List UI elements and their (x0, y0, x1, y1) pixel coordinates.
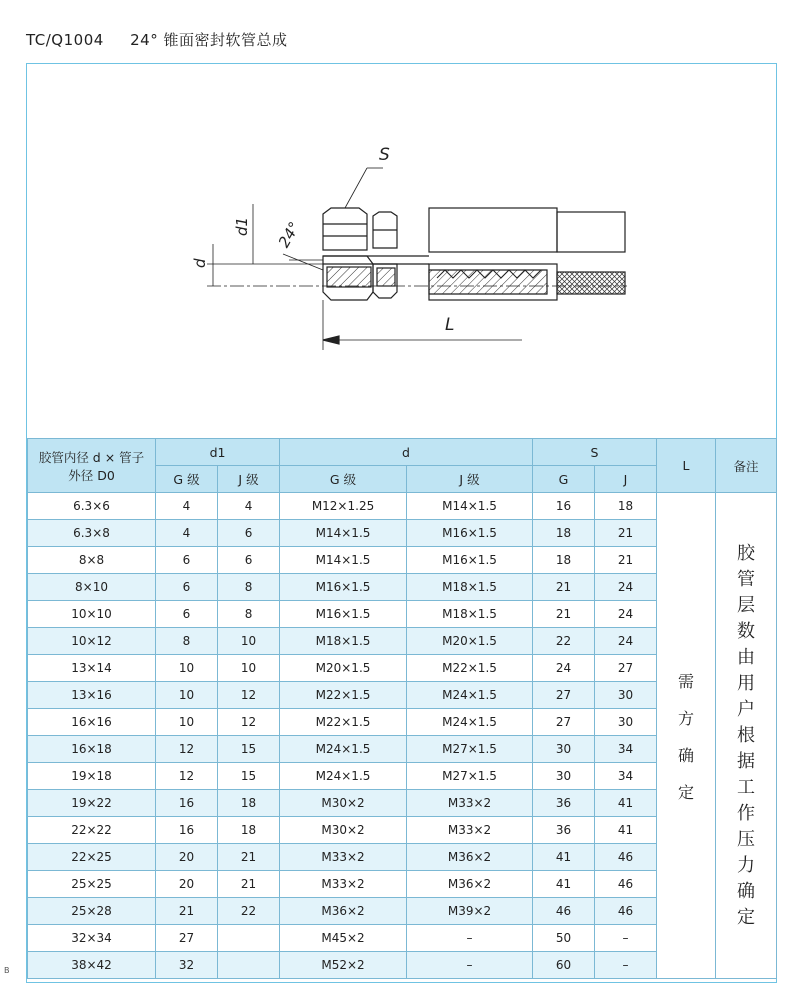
cell-d-g: M14×1.5 (280, 547, 407, 574)
cell-s-g: 60 (533, 952, 595, 979)
cell-size: 6.3×8 (28, 520, 156, 547)
socket-upper (429, 208, 557, 252)
cell-d1-g: 8 (156, 628, 218, 655)
remark-char: 根 (737, 724, 756, 746)
cell-d1-g: 12 (156, 763, 218, 790)
cell-d-j: M24×1.5 (407, 682, 533, 709)
cell-d-g: M33×2 (280, 871, 407, 898)
label-d1: d1 (233, 216, 251, 236)
header-s-g: G (533, 466, 595, 493)
cell-s-g: 36 (533, 790, 595, 817)
cell-d1-g: 32 (156, 952, 218, 979)
cell-size: 10×12 (28, 628, 156, 655)
cell-d1-g: 20 (156, 871, 218, 898)
hose-upper (557, 212, 625, 252)
cell-d-j: M27×1.5 (407, 736, 533, 763)
cell-s-j: 30 (595, 682, 657, 709)
header-d1: d1 (156, 439, 280, 466)
cell-size: 25×25 (28, 871, 156, 898)
remark-cell (716, 493, 777, 979)
remark-char: 户 (737, 698, 756, 720)
cell-d-g: M45×2 (280, 925, 407, 952)
nut-outline (323, 208, 367, 250)
remark-char: 层 (737, 594, 756, 616)
cell-d-g: M18×1.5 (280, 628, 407, 655)
cell-s-j: 46 (595, 898, 657, 925)
cell-s-g: 30 (533, 736, 595, 763)
cell-s-j: – (595, 952, 657, 979)
cell-s-j: 24 (595, 601, 657, 628)
cell-d-g: M16×1.5 (280, 574, 407, 601)
l-note-char: 确 (678, 745, 695, 765)
header-size: 胶管内径 d × 管子 外径 D0 (28, 439, 156, 493)
cell-d-g: M52×2 (280, 952, 407, 979)
cell-s-g: 30 (533, 763, 595, 790)
cell-size: 10×10 (28, 601, 156, 628)
remark-char: 胶 (737, 542, 756, 564)
header-d-j: J 级 (407, 466, 533, 493)
cell-d-j: M33×2 (407, 790, 533, 817)
cell-s-j: 24 (595, 574, 657, 601)
cell-s-g: 21 (533, 574, 595, 601)
cell-size: 22×22 (28, 817, 156, 844)
cell-d1-j: 12 (218, 682, 280, 709)
l-note-char: 需 (678, 671, 695, 691)
remark-char: 定 (737, 906, 756, 928)
cell-size: 19×18 (28, 763, 156, 790)
cell-d-g: M14×1.5 (280, 520, 407, 547)
cell-s-g: 21 (533, 601, 595, 628)
remark-char: 管 (737, 568, 756, 590)
cell-s-j: 27 (595, 655, 657, 682)
cell-d1-j: 21 (218, 844, 280, 871)
cell-d1-j: 6 (218, 547, 280, 574)
cell-size: 19×22 (28, 790, 156, 817)
hose-lower (557, 272, 625, 294)
cell-d1-j: 6 (218, 520, 280, 547)
title-code: TC/Q1004 (26, 31, 104, 49)
table-row (28, 493, 777, 520)
cell-s-g: 41 (533, 871, 595, 898)
l-note-char: 定 (678, 782, 695, 802)
cell-d-j: M20×1.5 (407, 628, 533, 655)
remark-char: 确 (737, 880, 756, 902)
cell-s-j: 41 (595, 817, 657, 844)
remark-char: 数 (737, 620, 756, 642)
cell-d1-j (218, 952, 280, 979)
header-d1-g: G 级 (156, 466, 218, 493)
cell-d-j: – (407, 952, 533, 979)
cell-d1-j: 8 (218, 601, 280, 628)
cell-s-g: 22 (533, 628, 595, 655)
remark-char: 用 (737, 672, 756, 694)
cell-d1-j: 12 (218, 709, 280, 736)
cell-d1-g: 4 (156, 520, 218, 547)
cell-d-g: M33×2 (280, 844, 407, 871)
cell-d-j: M36×2 (407, 871, 533, 898)
cell-d1-g: 10 (156, 709, 218, 736)
cell-s-j: 18 (595, 493, 657, 520)
cell-d1-j: 18 (218, 790, 280, 817)
cell-size: 22×25 (28, 844, 156, 871)
remark-char: 作 (737, 802, 756, 824)
label-d: d (191, 258, 209, 268)
cell-size: 16×16 (28, 709, 156, 736)
cell-d1-j: 10 (218, 655, 280, 682)
cell-s-g: 18 (533, 547, 595, 574)
cell-size: 13×14 (28, 655, 156, 682)
header-d: d (280, 439, 533, 466)
cell-s-g: 18 (533, 520, 595, 547)
cell-d-j: M24×1.5 (407, 709, 533, 736)
cell-s-g: 27 (533, 709, 595, 736)
remark-char: 由 (737, 646, 756, 668)
cell-size: 6.3×6 (28, 493, 156, 520)
remark-char: 工 (737, 776, 756, 798)
cell-d1-g: 6 (156, 547, 218, 574)
label-s: S (379, 145, 390, 165)
header-s: S (533, 439, 657, 466)
cell-d1-g: 12 (156, 736, 218, 763)
cell-size: 16×18 (28, 736, 156, 763)
cell-d-g: M36×2 (280, 898, 407, 925)
corner-mark: B (4, 966, 10, 975)
cell-s-j: 30 (595, 709, 657, 736)
cell-d-j: M14×1.5 (407, 493, 533, 520)
header-s-j: J (595, 466, 657, 493)
cell-d1-g: 16 (156, 790, 218, 817)
cell-d-j: M36×2 (407, 844, 533, 871)
cell-s-j: – (595, 925, 657, 952)
cell-s-g: 46 (533, 898, 595, 925)
cell-d-g: M16×1.5 (280, 601, 407, 628)
cell-s-g: 41 (533, 844, 595, 871)
cell-d-g: M22×1.5 (280, 709, 407, 736)
cell-s-g: 50 (533, 925, 595, 952)
cell-s-j: 24 (595, 628, 657, 655)
cell-d1-j: 18 (218, 817, 280, 844)
cell-size: 32×34 (28, 925, 156, 952)
remark-char: 压 (737, 828, 756, 850)
spec-table (27, 438, 777, 979)
page-title (26, 29, 288, 50)
cell-d1-g: 27 (156, 925, 218, 952)
remark-char: 据 (737, 750, 756, 772)
header-note: 备注 (716, 439, 777, 493)
cell-size: 8×10 (28, 574, 156, 601)
label-L: L (445, 315, 455, 335)
cell-d1-g: 20 (156, 844, 218, 871)
cell-d-g: M30×2 (280, 817, 407, 844)
cell-s-j: 21 (595, 520, 657, 547)
cell-d-j: M18×1.5 (407, 574, 533, 601)
hose-assembly-drawing (27, 64, 776, 438)
cell-d1-g: 10 (156, 682, 218, 709)
cell-d1-g: 4 (156, 493, 218, 520)
cell-d-j: M22×1.5 (407, 655, 533, 682)
cell-s-j: 41 (595, 790, 657, 817)
cell-d-j: M39×2 (407, 898, 533, 925)
cell-s-g: 16 (533, 493, 595, 520)
cell-d1-g: 6 (156, 574, 218, 601)
l-note-char: 方 (678, 708, 695, 728)
cell-size: 8×8 (28, 547, 156, 574)
cell-d-j: M16×1.5 (407, 520, 533, 547)
cell-d1-j: 10 (218, 628, 280, 655)
cell-size: 25×28 (28, 898, 156, 925)
cell-s-g: 36 (533, 817, 595, 844)
header-l: L (657, 439, 716, 493)
cell-d-j: M33×2 (407, 817, 533, 844)
cell-d-j: M16×1.5 (407, 547, 533, 574)
header-d-g: G 级 (280, 466, 407, 493)
remark-char: 力 (737, 854, 756, 876)
cell-d1-j (218, 925, 280, 952)
cell-d1-j: 4 (218, 493, 280, 520)
cell-s-j: 46 (595, 844, 657, 871)
title-angle: 24° (130, 31, 159, 49)
cell-d1-j: 15 (218, 736, 280, 763)
cell-d-g: M30×2 (280, 790, 407, 817)
cell-d1-j: 21 (218, 871, 280, 898)
cell-size: 13×16 (28, 682, 156, 709)
cell-d-g: M20×1.5 (280, 655, 407, 682)
cell-d1-j: 15 (218, 763, 280, 790)
cell-s-j: 46 (595, 871, 657, 898)
cell-d1-j: 8 (218, 574, 280, 601)
cell-d-g: M22×1.5 (280, 682, 407, 709)
cell-d-g: M12×1.25 (280, 493, 407, 520)
cell-d-g: M24×1.5 (280, 763, 407, 790)
cell-d1-j: 22 (218, 898, 280, 925)
cell-s-j: 34 (595, 736, 657, 763)
spec-table-body (28, 493, 777, 979)
cell-d1-g: 21 (156, 898, 218, 925)
label-angle: 24° (274, 218, 304, 251)
cell-d1-g: 10 (156, 655, 218, 682)
cell-d-j: M27×1.5 (407, 763, 533, 790)
cell-d-j: – (407, 925, 533, 952)
l-note-cell (657, 493, 716, 979)
cell-d1-g: 16 (156, 817, 218, 844)
title-name: 锥面密封软管总成 (163, 31, 288, 49)
header-d1-j: J 级 (218, 466, 280, 493)
cell-size: 38×42 (28, 952, 156, 979)
cell-s-g: 27 (533, 682, 595, 709)
cell-s-j: 21 (595, 547, 657, 574)
cell-s-g: 24 (533, 655, 595, 682)
cell-d-j: M18×1.5 (407, 601, 533, 628)
cell-d1-g: 6 (156, 601, 218, 628)
cell-d-g: M24×1.5 (280, 736, 407, 763)
cell-s-j: 34 (595, 763, 657, 790)
